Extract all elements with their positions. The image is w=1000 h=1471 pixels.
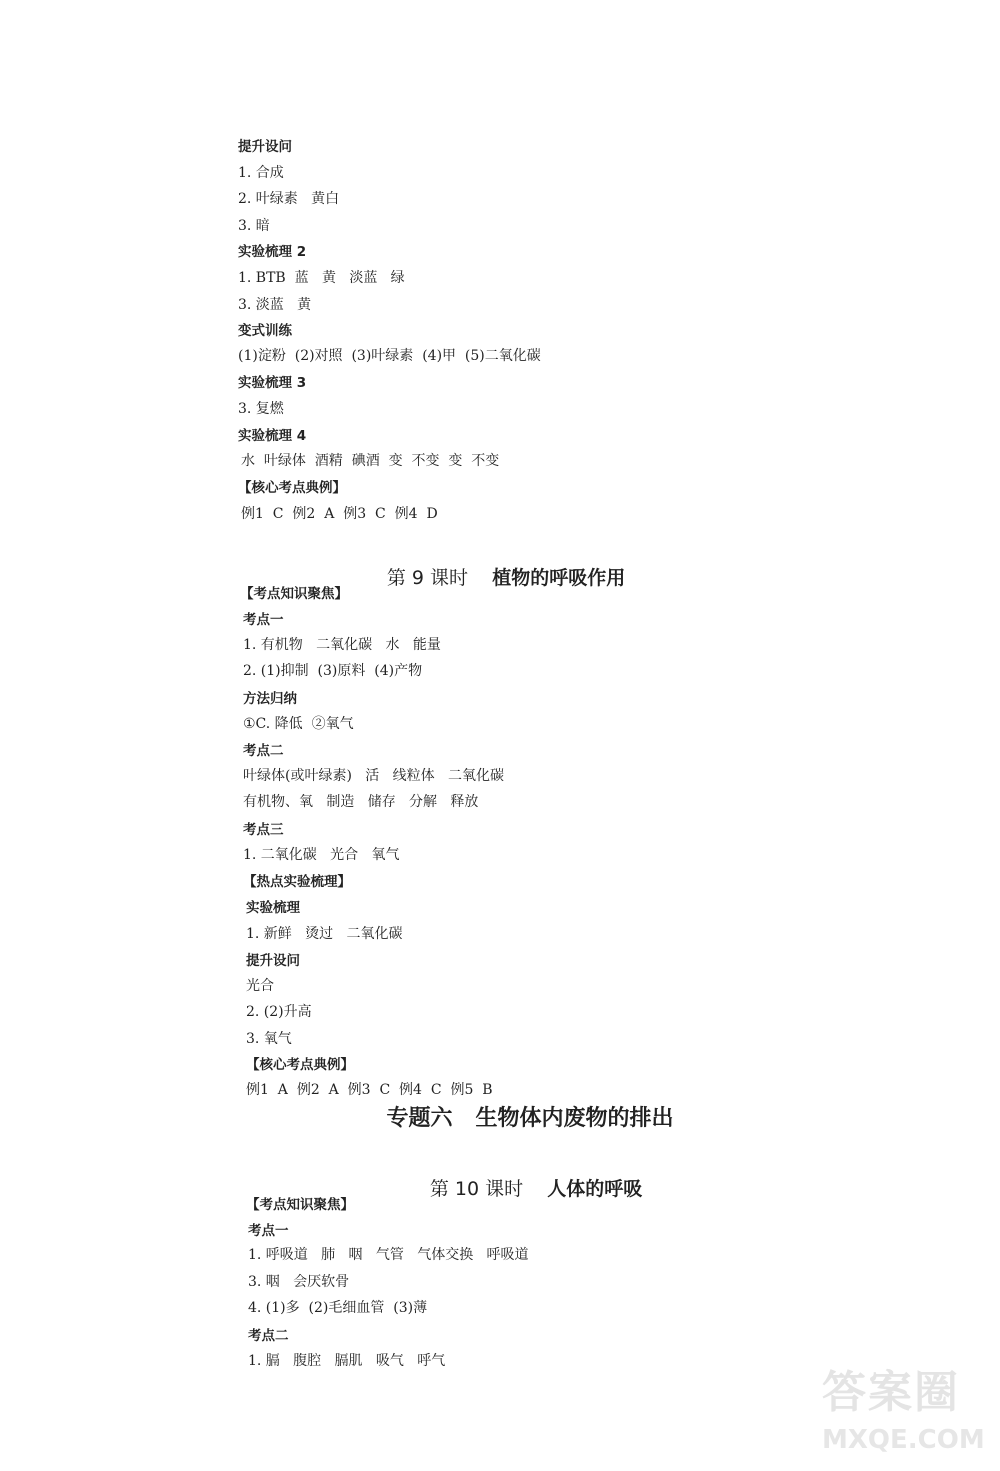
answer-line: 1. 膈 腹腔 膈肌 吸气 呼气 — [248, 1353, 446, 1369]
answer-line: 1. 二氧化碳 光合 氧气 — [243, 847, 400, 863]
section-heading: 【核心考点典例】 — [238, 480, 346, 496]
answer-line: 3. 暗 — [238, 218, 270, 234]
section-heading: 实验梳理 3 — [238, 375, 307, 391]
answer-line: 3. 氧气 — [246, 1031, 292, 1047]
answer-line: 4. (1)多 (2)毛细血管 (3)薄 — [248, 1300, 428, 1316]
section-heading: 变式训练 — [238, 323, 292, 339]
answer-line: 叶绿体(或叶绿素) 活 线粒体 二氧化碳 — [243, 768, 504, 784]
answer-line: 例1 C 例2 A 例3 C 例4 D — [241, 506, 438, 522]
answer-line: 例1 A 例2 A 例3 C 例4 C 例5 B — [246, 1082, 493, 1098]
answer-line: 光合 — [246, 978, 274, 994]
section-heading: 提升设问 — [246, 953, 300, 969]
section-heading: 【核心考点典例】 — [246, 1057, 354, 1073]
answer-line: 3. 淡蓝 黄 — [238, 297, 312, 313]
answer-line: 1. 合成 — [238, 165, 284, 181]
section-heading: 考点一 — [243, 612, 284, 628]
answer-line: 3. 复燃 — [238, 401, 284, 417]
lesson-10-title — [30, 1150, 1000, 1202]
lesson-9-number: 第 9 课时 — [386, 567, 469, 589]
section-heading: 【考点知识聚焦】 — [240, 586, 348, 602]
section-heading: 【考点知识聚焦】 — [246, 1197, 354, 1213]
section-heading: 【热点实验梳理】 — [243, 874, 351, 890]
section-heading: 实验梳理 4 — [238, 428, 307, 444]
answer-line: 2. (2)升高 — [246, 1004, 312, 1020]
section-heading: 提升设问 — [238, 139, 292, 155]
section-heading: 实验梳理 — [246, 900, 300, 916]
answer-line: 有机物、氧 制造 储存 分解 释放 — [243, 794, 479, 810]
watermark — [822, 1365, 992, 1465]
section-heading: 方法归纳 — [243, 691, 297, 707]
answer-line: 1. 有机物 二氧化碳 水 能量 — [243, 637, 441, 653]
section-heading: 实验梳理 2 — [238, 244, 307, 260]
section-heading: 考点二 — [243, 743, 284, 759]
section-heading: 考点三 — [243, 822, 284, 838]
answer-line: 1. BTB 蓝 黄 淡蓝 绿 — [238, 270, 405, 286]
answer-line: 2. 叶绿素 黄白 — [238, 191, 340, 207]
lesson-9-title — [0, 539, 1000, 591]
lesson-10-name: 人体的呼吸 — [547, 1178, 643, 1200]
watermark-url: MXQE.COM — [822, 1425, 985, 1455]
lesson-10-number: 第 10 课时 — [429, 1178, 524, 1200]
answer-line: (1)淀粉 (2)对照 (3)叶绿素 (4)甲 (5)二氧化碳 — [238, 348, 541, 364]
answer-line: 1. 新鲜 烫过 二氧化碳 — [246, 926, 403, 942]
watermark-logo: 答案圈 — [822, 1367, 960, 1418]
lesson-9-name: 植物的呼吸作用 — [492, 567, 626, 589]
answer-line: 1. 呼吸道 肺 咽 气管 气体交换 呼吸道 — [248, 1247, 529, 1263]
answer-line: 水 叶绿体 酒精 碘酒 变 不变 变 不变 — [241, 453, 500, 469]
answer-line: 2. (1)抑制 (3)原料 (4)产物 — [243, 663, 423, 679]
section-heading: 考点一 — [248, 1223, 289, 1239]
answer-line: 3. 咽 会厌软骨 — [248, 1274, 350, 1290]
topic-6-title: 专题六 生物体内废物的排出 — [386, 1106, 674, 1131]
section-heading: 考点二 — [248, 1328, 289, 1344]
answer-line: ①C. 降低 ②氧气 — [243, 716, 354, 732]
